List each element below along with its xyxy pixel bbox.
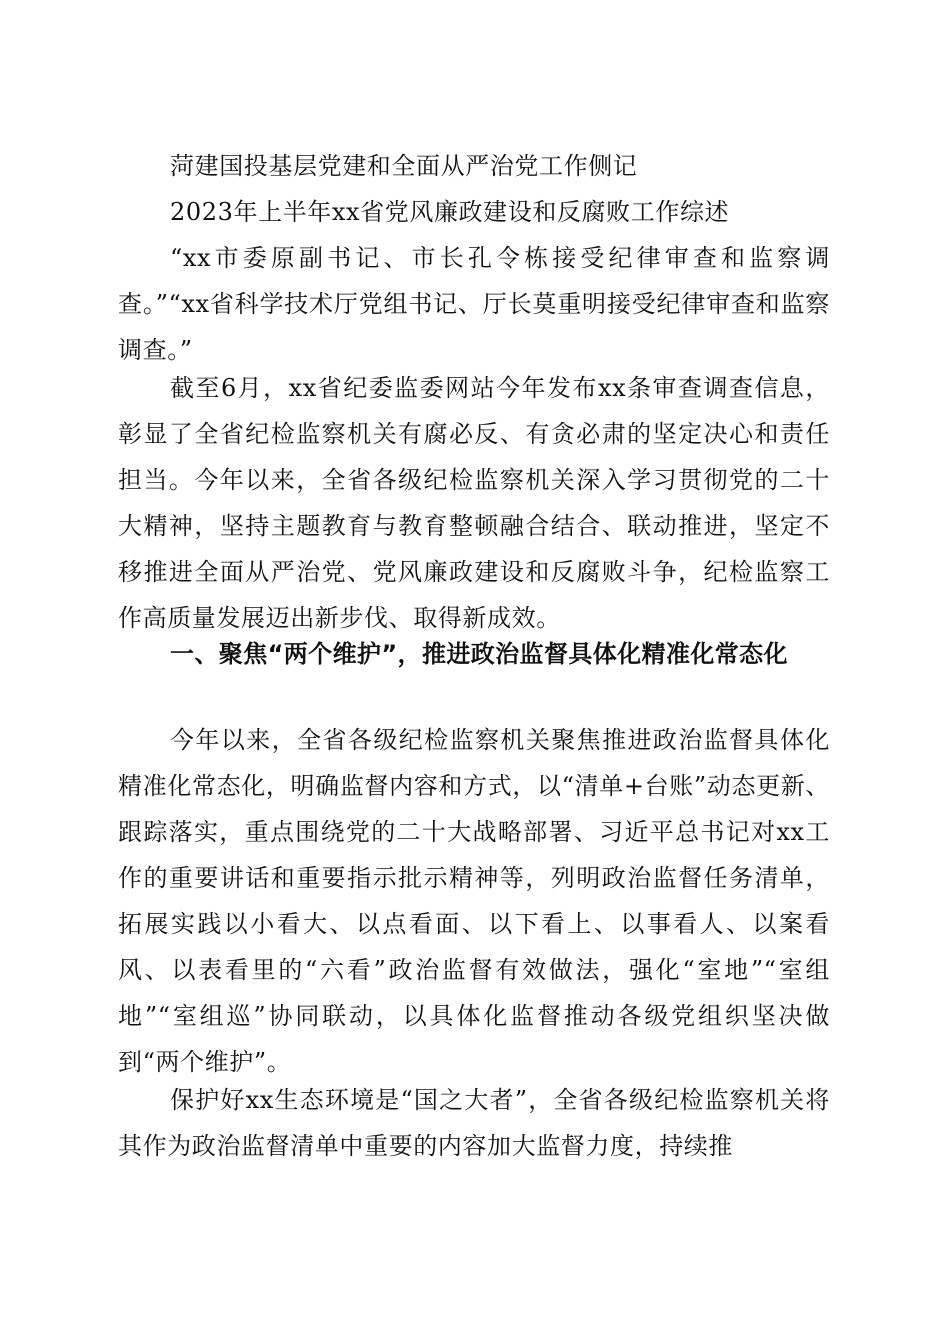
paragraph-political-supervision: 今年以来，全省各级纪检监察机关聚焦推进政治监督具体化精准化常态化，明确监督内容和方式，以“清单+台账”动态更新、跟踪落实，重点围绕党的二十大战略部署、习近平总书记对xx工作的重要讲话和重要指示批示精神等，列明政治监督任务清单，拓展实践以小看大、以点看面、以下看上、以事看人、以案看风、以表看里的“六看”政治监督有效做法，强化“室地”“室组地”“室组巡”协同联动，以具体化监督推动各级党组织坚决做到“两个维护”。 <box>118 726 830 1076</box>
paragraph-intro: 截至6月，xx省纪委监委网站今年发布xx条审查调查信息，彰显了全省纪检监察机关有腐必反、有贪必肃的坚定决心和责任担当。今年以来，全省各级纪检监察机关深入学习贯彻党的二十大精神，坚持主题教育与教育整顿融合结合、联动推进，坚定不移推进全面从严治党、党风廉政建设和反腐败斗争，纪检监察工作高质量发展迈出新步伐、取得新成效。 <box>118 374 830 632</box>
section-heading: 一、聚焦“两个维护”，推进政治监督具体化精准化常态化 <box>170 640 788 668</box>
paragraph-ecology: 保护好xx生态环境是“国之大者”，全省各级纪检监察机关将其作为政治监督清单中重要的内容加大监督力度，持续推 <box>118 1086 830 1160</box>
paragraph-quote: “xx市委原副书记、市长孔令栋接受纪律审查和监察调查。”“xx省科学技术厅党组书记、厅长莫重明接受纪律审查和监察调查。” <box>118 244 830 364</box>
title-line-2: 2023年上半年xx省党风廉政建设和反腐败工作综述 <box>170 198 730 226</box>
title-line-1: 菏建国投基层党建和全面从严治党工作侧记 <box>170 152 638 180</box>
